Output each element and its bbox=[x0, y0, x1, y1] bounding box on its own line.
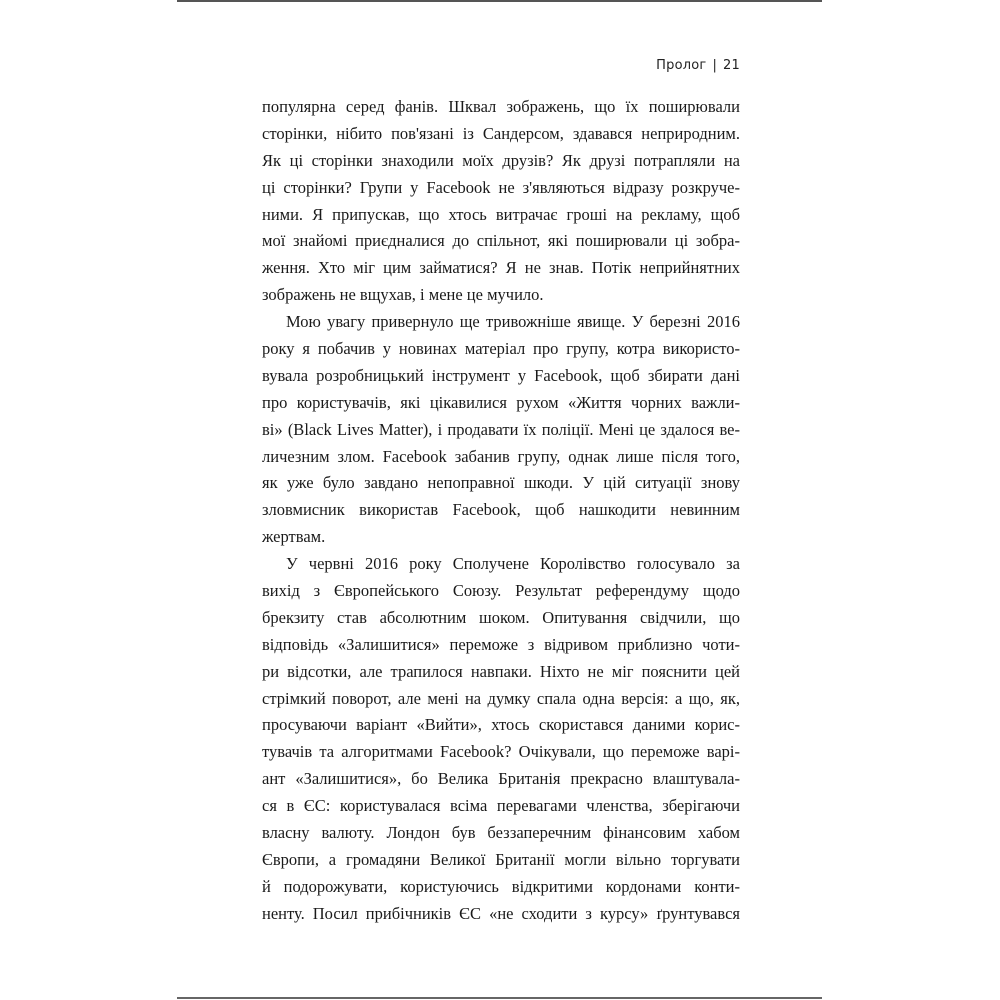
text-line: тувачів та алгоритмами Facebook? Очікували, що переможе варі- bbox=[262, 742, 740, 762]
section-title: Пролог bbox=[656, 58, 707, 73]
text-line: жертвам. bbox=[262, 527, 326, 547]
text-line: сторінки, нібито пов'язані із Сандерсом, здавався неприродним. bbox=[262, 123, 740, 143]
text-line: ці сторінки? Групи у Facebook не з'являються відразу розкруче- bbox=[262, 177, 740, 197]
text-line: як уже було завдано непоправної шкоди. У цій ситуації знову bbox=[262, 473, 740, 493]
page-bottom-edge bbox=[177, 997, 822, 999]
paragraph bbox=[262, 309, 740, 551]
body-text bbox=[262, 94, 740, 928]
text-line: ження. Хто міг цим займатися? Я не знав. Потік неприйнятних bbox=[262, 258, 740, 278]
text-line: ві» (Black Lives Matter), і продавати їх поліції. Мені це здалося ве- bbox=[262, 419, 740, 439]
text-line: ся в ЄС: користувалася всіма перевагами членства, зберігаючи bbox=[262, 796, 740, 816]
text-line: личезним злом. Facebook забанив групу, однак лише після того, bbox=[262, 446, 740, 466]
text-line: вихід з Європейського Союзу. Результат референдуму щодо bbox=[262, 581, 740, 601]
text-line: брекзиту став абсолютним шоком. Опитування свідчили, що bbox=[262, 607, 740, 627]
text-line: стрімкий поворот, але мені на думку спала одна версія: а що, як, bbox=[262, 688, 740, 708]
text-line: зловмисник використав Facebook, щоб нашкодити невинним bbox=[262, 500, 740, 520]
page-top-edge bbox=[177, 0, 822, 2]
header-separator: | bbox=[712, 58, 718, 73]
text-line: Європи, а громадяни Великої Британії могли вільно торгувати bbox=[262, 849, 740, 869]
text-line: про користувачів, які цікавилися рухом «Життя чорних важли- bbox=[262, 392, 740, 412]
text-line: ненту. Посил прибічників ЄС «не сходити з курсу» ґрунтувався bbox=[262, 903, 740, 923]
text-line: У червні 2016 року Сполучене Королівство голосувало за bbox=[286, 554, 740, 574]
text-line: мої знайомі приєдналися до спільнот, які поширювали ці зобра- bbox=[262, 231, 740, 251]
running-head bbox=[656, 58, 740, 73]
text-line: року я побачив у новинах матеріал про групу, котра використо- bbox=[262, 339, 740, 359]
text-line: вувала розробницький інструмент у Facebook, щоб збирати дані bbox=[262, 365, 740, 385]
text-line: ри відсотки, але трапилося навпаки. Ніхто не міг пояснити цей bbox=[262, 661, 740, 681]
text-line: власну валюту. Лондон був беззаперечним фінансовим хабом bbox=[262, 823, 740, 843]
page-number: 21 bbox=[723, 58, 740, 73]
text-line: ант «Залишитися», бо Велика Британія прекрасно влаштувала- bbox=[262, 769, 740, 789]
text-line: ними. Я припускав, що хтось витрачає гроші на рекламу, щоб bbox=[262, 204, 740, 224]
text-line: Мою увагу привернуло ще тривожніше явище. У березні 2016 bbox=[286, 312, 740, 332]
text-line: зображень не вщухав, і мене це мучило. bbox=[262, 285, 544, 305]
paragraph bbox=[262, 551, 740, 927]
text-line: Як ці сторінки знаходили моїх друзів? Як друзі потрапляли на bbox=[262, 150, 740, 170]
paragraph bbox=[262, 94, 740, 309]
text-line: популярна серед фанів. Шквал зображень, що їх поширювали bbox=[262, 97, 740, 116]
text-line: просуваючи варіант «Вийти», хтось скористався даними корис- bbox=[262, 715, 740, 735]
text-line: відповідь «Залишитися» переможе з відривом приблизно чоти- bbox=[262, 634, 740, 654]
text-line: й подорожувати, користуючись відкритими кордонами конти- bbox=[262, 876, 740, 896]
